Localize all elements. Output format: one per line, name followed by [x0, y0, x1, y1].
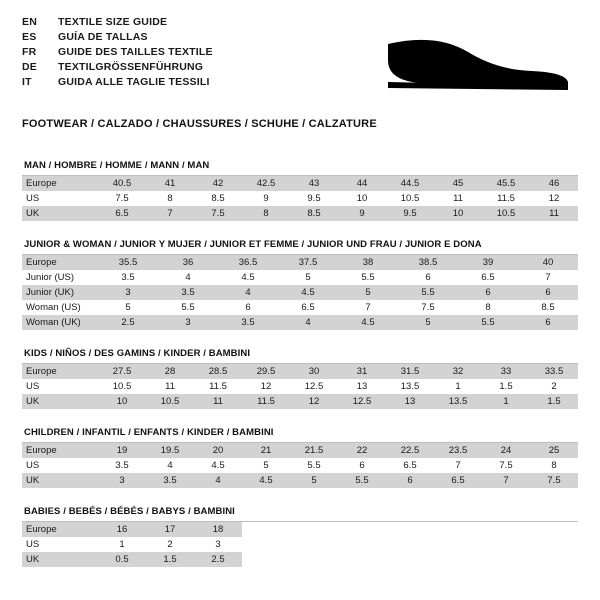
language-row	[22, 31, 213, 46]
size-cell	[386, 552, 434, 567]
table-row	[22, 473, 578, 488]
size-cell	[482, 522, 530, 537]
size-cell: 9.5	[290, 191, 338, 206]
size-cell: 4	[218, 285, 278, 300]
row-label: UK	[22, 552, 98, 567]
size-cell: 4.5	[338, 315, 398, 330]
table-row	[22, 285, 578, 300]
size-cell: 3.5	[218, 315, 278, 330]
size-cell: 11.5	[482, 191, 530, 206]
table-row	[22, 443, 578, 458]
size-cell: 8	[242, 206, 290, 221]
size-cell: 13	[386, 394, 434, 409]
size-cell: 8	[458, 300, 518, 315]
size-cell: 12.5	[338, 394, 386, 409]
language-title-list	[22, 16, 213, 91]
size-cell: 29.5	[242, 364, 290, 379]
size-cell	[530, 537, 578, 552]
size-cell: 11	[146, 379, 194, 394]
size-cell: 7	[338, 300, 398, 315]
size-cell: 45.5	[482, 176, 530, 191]
size-cell: 1.5	[146, 552, 194, 567]
row-label: Europe	[22, 364, 98, 379]
size-cell: 44	[338, 176, 386, 191]
size-cell: 7.5	[398, 300, 458, 315]
size-cell: 7	[146, 206, 194, 221]
size-table-group	[22, 348, 578, 409]
size-cell: 5.5	[338, 473, 386, 488]
language-code: IT	[22, 76, 32, 88]
size-cell: 36.5	[218, 255, 278, 270]
size-cell: 13	[338, 379, 386, 394]
size-cell: 44.5	[386, 176, 434, 191]
size-cell: 28.5	[194, 364, 242, 379]
table-row	[22, 379, 578, 394]
size-cell: 1	[482, 394, 530, 409]
size-cell	[338, 552, 386, 567]
size-cell: 18	[194, 522, 242, 537]
size-table-title: KIDS / NIÑOS / DES GAMINS / KINDER / BAMBINI	[24, 348, 251, 359]
size-cell: 21	[242, 443, 290, 458]
size-cell: 5.5	[158, 300, 218, 315]
language-code: DE	[22, 61, 37, 73]
size-cell: 5	[242, 458, 290, 473]
size-cell: 22	[338, 443, 386, 458]
language-row	[22, 16, 213, 31]
size-cell: 10.5	[482, 206, 530, 221]
size-cell: 4	[278, 315, 338, 330]
language-row	[22, 46, 213, 61]
table-row	[22, 176, 578, 191]
size-cell: 0.5	[98, 552, 146, 567]
size-cell: 25	[530, 443, 578, 458]
size-cell	[338, 522, 386, 537]
language-title: GUIDA ALLE TAGLIE TESSILI	[58, 76, 210, 88]
size-cell	[242, 552, 290, 567]
table-row	[22, 300, 578, 315]
size-cell: 3.5	[98, 270, 158, 285]
row-label: Woman (UK)	[22, 315, 98, 330]
size-cell: 40.5	[98, 176, 146, 191]
size-cell: 11	[194, 394, 242, 409]
size-cell: 45	[434, 176, 482, 191]
size-cell: 12	[530, 191, 578, 206]
row-label: Europe	[22, 522, 98, 537]
size-cell: 12	[290, 394, 338, 409]
size-cell	[386, 537, 434, 552]
size-cell: 28	[146, 364, 194, 379]
size-cell: 7.5	[194, 206, 242, 221]
language-title: GUÍA DE TALLAS	[58, 31, 148, 43]
row-label: US	[22, 458, 98, 473]
row-label: UK	[22, 394, 98, 409]
size-cell: 3	[98, 473, 146, 488]
table-row	[22, 537, 578, 552]
size-cell: 43	[290, 176, 338, 191]
size-cell: 1	[434, 379, 482, 394]
size-cell: 5.5	[458, 315, 518, 330]
size-cell: 6.5	[434, 473, 482, 488]
table-row	[22, 315, 578, 330]
size-cell: 3	[98, 285, 158, 300]
row-label: US	[22, 191, 98, 206]
row-label: Woman (US)	[22, 300, 98, 315]
size-cell: 17	[146, 522, 194, 537]
table-row	[22, 364, 578, 379]
size-cell: 11.5	[194, 379, 242, 394]
size-cell: 38.5	[398, 255, 458, 270]
size-cell: 5	[278, 270, 338, 285]
size-table-group	[22, 506, 578, 567]
size-cell: 5.5	[290, 458, 338, 473]
size-cell: 37.5	[278, 255, 338, 270]
size-table	[22, 443, 578, 488]
size-cell: 4.5	[242, 473, 290, 488]
size-cell: 27.5	[98, 364, 146, 379]
size-cell: 4	[158, 270, 218, 285]
size-table-title: CHILDREN / INFANTIL / ENFANTS / KINDER / BAMBINI	[24, 427, 274, 438]
size-cell: 11.5	[242, 394, 290, 409]
size-cell: 23.5	[434, 443, 482, 458]
size-cell: 33	[482, 364, 530, 379]
size-cell: 4	[146, 458, 194, 473]
size-cell: 38	[338, 255, 398, 270]
size-cell: 16	[98, 522, 146, 537]
size-cell: 8.5	[518, 300, 578, 315]
size-cell: 32	[434, 364, 482, 379]
language-code: FR	[22, 46, 37, 58]
table-row	[22, 270, 578, 285]
size-cell: 3.5	[158, 285, 218, 300]
size-cell	[386, 522, 434, 537]
size-cell: 10.5	[98, 379, 146, 394]
size-table	[22, 255, 578, 330]
size-cell: 8	[146, 191, 194, 206]
size-cell: 40	[518, 255, 578, 270]
table-row	[22, 255, 578, 270]
size-cell	[434, 537, 482, 552]
size-cell: 39	[458, 255, 518, 270]
size-cell: 6	[458, 285, 518, 300]
size-cell: 42.5	[242, 176, 290, 191]
size-cell: 21.5	[290, 443, 338, 458]
size-cell: 4.5	[278, 285, 338, 300]
size-cell: 9.5	[386, 206, 434, 221]
size-cell	[242, 537, 290, 552]
language-row	[22, 76, 213, 91]
size-cell: 6.5	[98, 206, 146, 221]
table-row	[22, 522, 578, 537]
row-label: US	[22, 537, 98, 552]
size-cell: 30	[290, 364, 338, 379]
size-table-title: JUNIOR & WOMAN / JUNIOR Y MUJER / JUNIOR ET FEMME / JUNIOR UND FRAU / JUNIOR E DONA	[24, 239, 482, 250]
size-table	[22, 364, 578, 409]
size-cell: 46	[530, 176, 578, 191]
size-cell: 10.5	[146, 394, 194, 409]
row-label: Europe	[22, 176, 98, 191]
size-cell: 19.5	[146, 443, 194, 458]
size-cell: 6	[398, 270, 458, 285]
size-cell	[530, 552, 578, 567]
size-cell: 42	[194, 176, 242, 191]
size-cell: 10	[98, 394, 146, 409]
size-cell: 6	[386, 473, 434, 488]
size-cell: 8.5	[194, 191, 242, 206]
size-table-group	[22, 427, 578, 488]
size-cell: 4	[194, 473, 242, 488]
size-cell: 36	[158, 255, 218, 270]
language-title: TEXTILE SIZE GUIDE	[58, 16, 168, 28]
dress-shoe-icon	[382, 30, 572, 100]
size-cell: 3.5	[98, 458, 146, 473]
language-code: ES	[22, 31, 37, 43]
size-cell	[290, 552, 338, 567]
size-cell: 5	[98, 300, 158, 315]
size-cell: 5	[398, 315, 458, 330]
size-cell: 19	[98, 443, 146, 458]
size-cell: 3.5	[146, 473, 194, 488]
size-tables-container	[22, 160, 578, 567]
size-cell: 4.5	[218, 270, 278, 285]
size-cell: 10	[434, 206, 482, 221]
size-cell: 7	[434, 458, 482, 473]
size-cell: 1.5	[482, 379, 530, 394]
size-cell: 5	[290, 473, 338, 488]
size-cell: 31.5	[386, 364, 434, 379]
language-code: EN	[22, 16, 37, 28]
size-table-group	[22, 239, 578, 330]
size-cell: 6.5	[386, 458, 434, 473]
size-cell	[482, 537, 530, 552]
size-cell: 3	[158, 315, 218, 330]
size-cell: 9	[242, 191, 290, 206]
size-cell: 3	[194, 537, 242, 552]
size-cell: 13.5	[386, 379, 434, 394]
size-table-group	[22, 160, 578, 221]
size-cell: 7	[518, 270, 578, 285]
size-cell: 13.5	[434, 394, 482, 409]
size-cell: 7	[482, 473, 530, 488]
page-title: FOOTWEAR / CALZADO / CHAUSSURES / SCHUHE / CALZATURE	[22, 118, 377, 130]
row-label: Junior (UK)	[22, 285, 98, 300]
size-cell: 2	[530, 379, 578, 394]
size-cell	[434, 552, 482, 567]
row-label: US	[22, 379, 98, 394]
size-cell	[338, 537, 386, 552]
size-table-title: BABIES / BEBÉS / BÉBÉS / BABYS / BAMBINI	[24, 506, 235, 517]
size-cell: 6	[218, 300, 278, 315]
size-cell: 2	[146, 537, 194, 552]
size-cell	[530, 522, 578, 537]
size-cell: 10.5	[386, 191, 434, 206]
size-cell: 7.5	[530, 473, 578, 488]
size-table	[22, 522, 578, 567]
size-cell: 1.5	[530, 394, 578, 409]
row-label: Europe	[22, 255, 98, 270]
size-cell: 35.5	[98, 255, 158, 270]
table-row	[22, 394, 578, 409]
size-cell: 5.5	[398, 285, 458, 300]
size-cell	[290, 522, 338, 537]
language-title: TEXTILGRÖSSENFÜHRUNG	[58, 61, 204, 73]
table-row	[22, 206, 578, 221]
size-cell: 33.5	[530, 364, 578, 379]
size-cell: 1	[98, 537, 146, 552]
size-cell: 6	[518, 315, 578, 330]
language-row	[22, 61, 213, 76]
size-cell: 31	[338, 364, 386, 379]
size-cell: 20	[194, 443, 242, 458]
document-header	[22, 16, 578, 108]
size-table	[22, 176, 578, 221]
size-cell: 11	[434, 191, 482, 206]
row-label: UK	[22, 206, 98, 221]
size-cell: 8	[530, 458, 578, 473]
row-label: Junior (US)	[22, 270, 98, 285]
size-cell: 6.5	[458, 270, 518, 285]
size-table-title: MAN / HOMBRE / HOMME / MANN / MAN	[24, 160, 210, 171]
size-cell	[242, 522, 290, 537]
size-cell	[434, 522, 482, 537]
size-cell	[482, 552, 530, 567]
size-cell: 7.5	[482, 458, 530, 473]
row-label: Europe	[22, 443, 98, 458]
size-cell: 12.5	[290, 379, 338, 394]
size-cell: 22.5	[386, 443, 434, 458]
size-cell: 41	[146, 176, 194, 191]
language-title: GUIDE DES TAILLES TEXTILE	[58, 46, 213, 58]
size-cell: 4.5	[194, 458, 242, 473]
size-cell: 12	[242, 379, 290, 394]
table-row	[22, 458, 578, 473]
table-row	[22, 191, 578, 206]
size-cell: 6	[518, 285, 578, 300]
table-row	[22, 552, 578, 567]
size-cell: 5	[338, 285, 398, 300]
row-label: UK	[22, 473, 98, 488]
size-cell: 2.5	[98, 315, 158, 330]
size-cell: 8.5	[290, 206, 338, 221]
size-cell: 7.5	[98, 191, 146, 206]
size-cell: 24	[482, 443, 530, 458]
size-cell	[290, 537, 338, 552]
size-cell: 2.5	[194, 552, 242, 567]
size-cell: 9	[338, 206, 386, 221]
size-cell: 6	[338, 458, 386, 473]
size-cell: 10	[338, 191, 386, 206]
size-cell: 5.5	[338, 270, 398, 285]
size-cell: 6.5	[278, 300, 338, 315]
size-cell: 11	[530, 206, 578, 221]
